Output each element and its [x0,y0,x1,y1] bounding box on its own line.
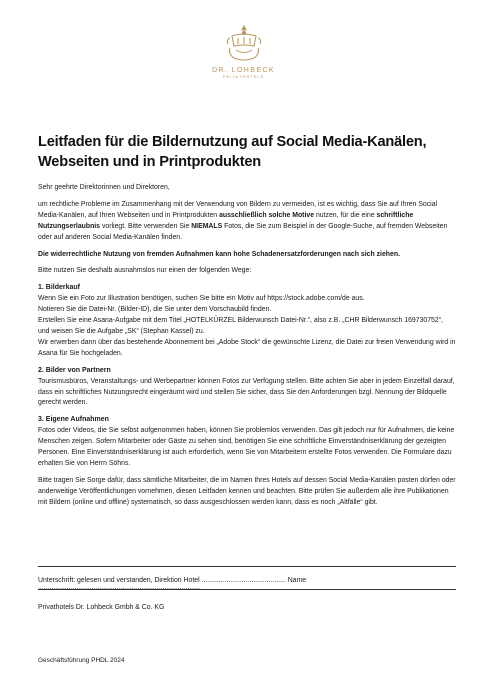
divider-line [38,566,456,567]
brand-name: DR. LOHBECK [212,67,275,74]
intro-text-3: vorliegt. Bitte verwenden Sie [100,222,192,230]
intro-bold-2: schriftliche Nutzungserlaubnis [38,211,414,230]
intro-bold-3: NIEMALS [191,222,223,230]
intro-bold-1: ausschließlich solche Motive [219,211,315,219]
section-bilderkauf [38,283,456,359]
section-line: Fotos oder Videos, die Sie selbst aufgenommen haben, können Sie problemlos verwenden. Das gilt jedoch nur für Aufnahmen, die keine Menschen zeigen. Sofern Mitarbeiter oder Gäste zu sehen sind, benötigen Sie eine schriftliche Einverständniserklärung der gezeigten Personen. Eine Einverständniserklärung ist auch erforderlich, wenn Sie von Mitarbeitern erstellte Fotos verwenden. Die Formulare dazu erhalten Sie von Herrn Söhns. [38,427,455,467]
footer-text: Geschäftsführung PHDL 2024 [38,657,125,664]
section-eigene [38,415,456,470]
document-title: Leitfaden für die Bildernutzung auf Social Media-Kanälen, Webseiten und in Printprodukten [38,134,427,170]
crest-icon [224,22,264,64]
greeting: Sehr geehrte Direktorinnen und Direktoren, [38,184,170,191]
section-line: Tourismusbüros, Veranstaltungs- und Werbepartner können Fotos zur Verfügung stellen. Bitte achten Sie aber in jedem Einzelfall darauf, dass ein schriftliches Nutzungsrecht eingeräumt wird und stellen Sie sicher, dass Sie den Anforderungen bzgl. Nennung der Bildquelle gerecht werden. [38,377,455,407]
closing-paragraph: Bitte tragen Sie Sorge dafür, dass sämtliche Mitarbeiter, die im Namen Ihres Hotels auf dessen Social Media-Kanälen posten dürfen oder anderweitige Veröffentlichungen vornehmen, diesen Leitfaden kennen und beachten. Bitte prüfen Sie außerdem alle ihre Publikationen mit Bildern (online und offline) systematisch, so dass ausgeschlossen werden kann, dass es noch „Altfälle“ gibt. [38,476,456,506]
section-partner [38,366,456,410]
company-logo [0,22,487,79]
intro-text-2: nutzen, für die eine [314,211,377,219]
intro-paragraph [38,200,456,244]
brand-tagline: PRIVATHOTELS [222,75,265,79]
section-heading: 1. Bilderkauf [38,284,81,292]
intro-text-1: um rechtliche Probleme im Zusammenhang mit der Verwendung von Bildern zu vermeiden, ist es wichtig, dass Sie auf Ihren Social Media-Kanälen, auf Ihren Webseiten und in Printprodukten [38,200,438,219]
section-heading: 2. Bilder von Partnern [38,366,111,374]
section-line: Notieren Sie die Datei-Nr. (Bilder-ID), die Sie unter dem Vorschaubild finden. [38,306,272,314]
section-line: Wenn Sie ein Foto zur Illustration benötigen, suchen Sie bitte ein Motiv auf https://stock.adobe.com/de aus. [38,295,365,303]
warning-text: Die widerrechtliche Nutzung von fremden Aufnahmen kann hohe Schadenersatzforderungen nach sich ziehen. [38,250,400,258]
signature-line: Unterschrift: gelesen und verstanden, Direktion Hotel ............................................ Name ..................................................................................... [38,577,307,591]
section-line: Wir erwerben dann über das bestehende Abonnement bei „Adobe Stock“ die gewünschte Lizenz, die Datei zur freien Verwendung wird in Asana für Sie hochgeladen. [38,338,456,357]
section-line: Erstellen Sie eine Asana-Aufgabe mit dem Titel „HOTELKÜRZEL Bilderwunsch Datei-Nr.“, also z.B. „CHR Bilderwunsch 169730752“, und weisen Sie die Aufgabe „SK“ (Stephan Kassel) zu. [38,317,443,335]
company-name: Privathotels Dr. Lohbeck Gmbh & Co. KG [38,604,165,611]
intro-text-4: Fotos, die Sie zum Beispiel in der Google-Suche, auf fremden Webseiten oder auf anderen Social Media-Kanälen finden. [38,222,448,241]
divider-line [38,589,456,590]
document-body [38,183,456,515]
ways-intro: Bitte nutzen Sie deshalb ausnahmslos nur einen der folgenden Wege: [38,267,252,275]
section-heading: 3. Eigene Aufnahmen [38,416,109,424]
